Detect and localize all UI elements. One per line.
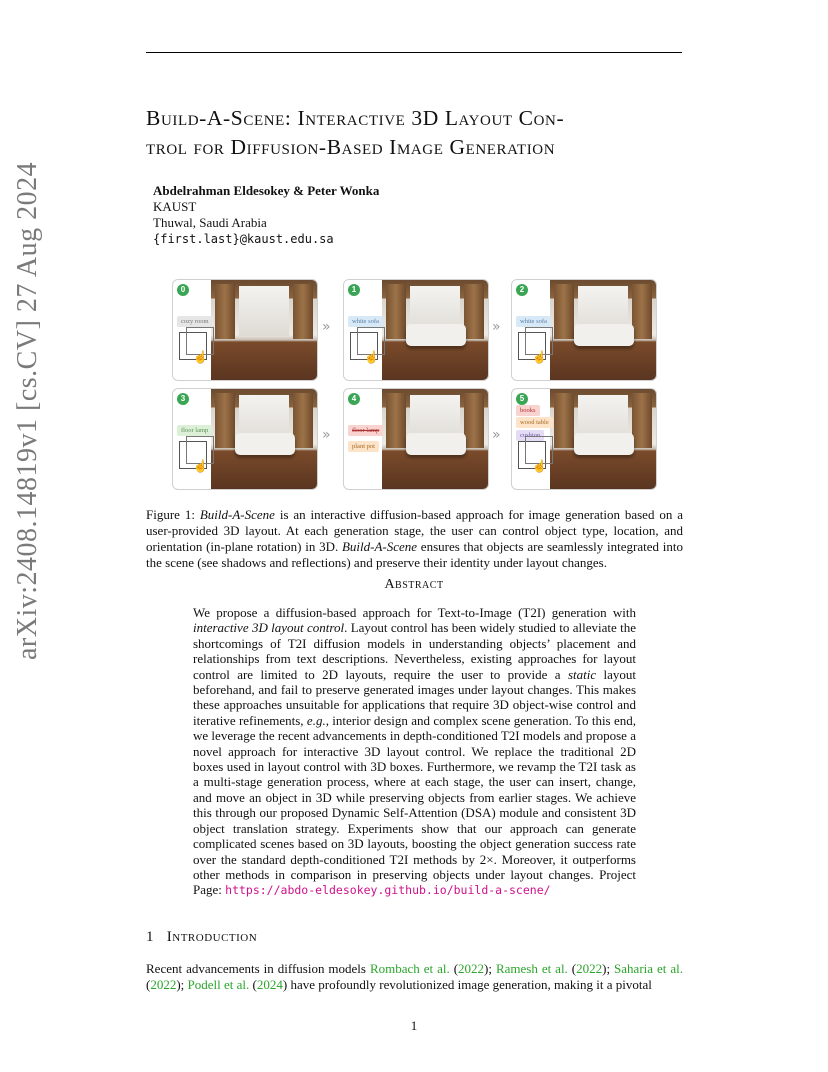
citation-link[interactable]: Rombach et al. [369, 961, 450, 976]
citation-year-link[interactable]: 2022 [576, 961, 603, 976]
author-block [153, 183, 379, 247]
scene-image [211, 389, 317, 489]
caption-emphasis: Build-A-Scene [199, 507, 275, 522]
location: Thuwal, Saudi Arabia [153, 215, 267, 230]
scene-image [550, 389, 656, 489]
intro-text: have profoundly revolutionized image generation, making it a pivotal [287, 977, 652, 992]
object-tag: cushion [516, 430, 544, 441]
scene-image [550, 280, 656, 380]
hand-pointer-icon: ☝ [364, 350, 379, 364]
caption-text: ensures that objects are seamlessly integrated into the scene (see shadows and reflections) and preserve their identity under layout changes. [146, 539, 683, 570]
section-title: Introduction [166, 929, 258, 945]
figure-1 [172, 279, 656, 493]
figure-panel-2 [511, 279, 657, 381]
section-heading-introduction [146, 929, 257, 946]
hand-pointer-icon: ☝ [193, 350, 208, 364]
top-rule [146, 52, 682, 53]
project-page-link[interactable]: https://abdo-eldesokey.github.io/build-a-scene/ [225, 883, 551, 898]
step-number: 5 [516, 393, 528, 405]
citation-link[interactable]: Ramesh et al. [495, 961, 568, 976]
author-email[interactable]: {first.last}@kaust.edu.sa [153, 232, 334, 246]
abstract-body [193, 605, 636, 899]
scene-image [382, 280, 488, 380]
object-tag: wood table [516, 417, 553, 428]
intro-text: Recent advancements in diffusion models [146, 961, 370, 976]
page-number: 1 [410, 1018, 418, 1033]
section-number: 1 [146, 929, 154, 945]
figure-panel-4 [343, 388, 489, 490]
citation-year-link[interactable]: 2022 [150, 977, 177, 992]
hand-pointer-icon: ☝ [532, 350, 547, 364]
abstract-text: . Layout control has been widely studied to alleviate the shortcomings of T2I diffusion models in understanding objects’ placement and relationships from text descriptions. Nevertheless, existing approaches for layout control are limited to 2D layouts, require the user to provide a [193, 620, 636, 682]
hand-pointer-icon: ☝ [193, 459, 208, 473]
step-number: 2 [516, 284, 528, 296]
author-names: Abdelrahman Eldesokey & Peter Wonka [153, 183, 380, 198]
title-line-2: trol for Diffusion-Based Image Generation [146, 135, 556, 159]
caption-text: is an interactive diffusion-based approach for image generation based on a user-provided 3D layout. At each generation stage, the user can control object type, location, and orientation (in-plane rotation) in 3D. [146, 507, 683, 554]
citation-year-link[interactable]: 2024 [256, 977, 283, 992]
step-arrow: » [492, 319, 501, 335]
figure-panel-3 [172, 388, 318, 490]
citation-link[interactable]: Podell et al. [187, 977, 250, 992]
caption-label: Figure 1: [146, 507, 195, 522]
step-arrow: » [322, 427, 331, 443]
hand-pointer-icon: ☝ [532, 459, 547, 473]
step-arrow: » [322, 319, 331, 335]
step-number: 0 [177, 284, 189, 296]
abstract-text: We propose a diffusion-based approach for Text-to-Image (T2I) generation with [193, 605, 636, 620]
object-tag: white sofa [348, 316, 383, 327]
object-tag: plant pot [348, 441, 379, 452]
abstract-emphasis: static [567, 666, 597, 682]
citation-link[interactable]: Saharia et al. [614, 961, 683, 976]
figure-panel-0 [172, 279, 318, 381]
abstract-heading: Abstract [384, 577, 444, 592]
figure-caption [146, 507, 683, 571]
affiliation: KAUST [153, 199, 197, 214]
object-tag: books [516, 405, 540, 416]
arxiv-identifier[interactable]: arXiv:2408.14819v1 [cs.CV] 27 Aug 2024 [12, 161, 43, 660]
abstract-emphasis: e.g., [306, 712, 329, 728]
intro-paragraph: Recent advancements in diffusion models Rombach et al. (2022); Ramesh et al. (2022); Saharia et al. (2022); Podell et al. (2024) have profoundly revolutionized image generation, making it a pivotal [146, 961, 683, 992]
paper-title [146, 104, 686, 162]
abstract-text: layout beforehand, and fail to preserve generated images under layout changes. This makes these approaches unsuitable for applications that require 3D object-wise control and iterative refinements, [193, 666, 636, 728]
object-tag: floor lamp [177, 425, 212, 436]
title-line-1: Build-A-Scene: Interactive 3D Layout Con- [146, 106, 565, 130]
scene-image [382, 389, 488, 489]
abstract-emphasis: interactive 3D layout control [193, 620, 345, 636]
object-tag-removed: floor lamp [348, 425, 383, 436]
citation-year-link[interactable]: 2022 [458, 961, 485, 976]
scene-image [211, 280, 317, 380]
step-number: 4 [348, 393, 360, 405]
step-number: 1 [348, 284, 360, 296]
step-arrow: » [492, 427, 501, 443]
abstract-text: interior design and complex scene generation. To this end, we leverage the recent advancements in depth-conditioned T2I models and propose a novel approach for interactive 3D layout control. We replace the traditional 2D boxes used in layout control with 3D boxes. Furthermore, we revamp the T2I task as a multi-stage generation process, where at each stage, the user can insert, change, and move an object in 3D while preserving objects from earlier stages. We achieve this through our proposed Dynamic Self-Attention (DSA) module and consistent 3D object translation strategy. Experiments show that our approach can generate complicated scenes based on 3D layouts, boosting the object generation success rate over the standard depth-conditioned T2I methods by 2×. Moreover, it outperforms other methods in comparison in preserving objects under layout changes. Project Page: [193, 712, 636, 898]
object-tag: white sofa [516, 316, 551, 327]
caption-emphasis: Build-A-Scene [341, 539, 418, 554]
figure-panel-5 [511, 388, 657, 490]
step-number: 3 [177, 393, 189, 405]
figure-panel-1 [343, 279, 489, 381]
object-tag: cozy room [177, 316, 213, 327]
